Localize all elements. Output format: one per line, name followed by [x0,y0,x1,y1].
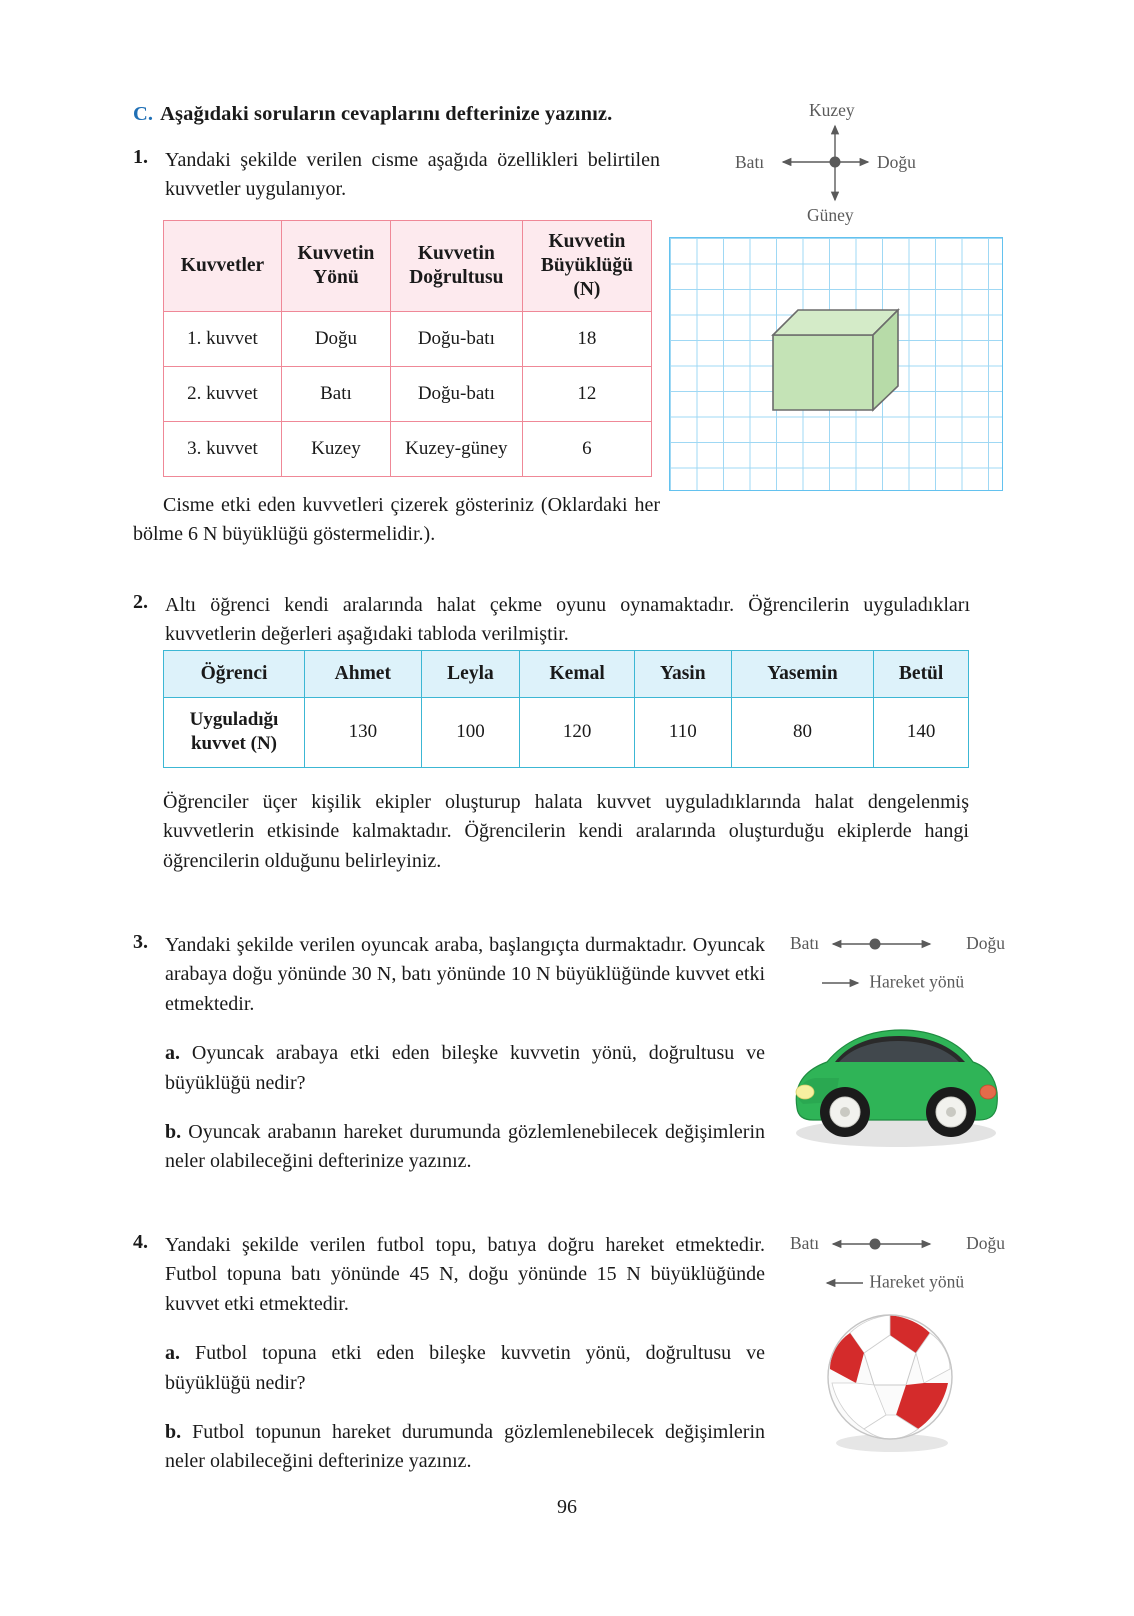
table-row [164,422,652,477]
part-a-text: Oyuncak arabaya etki eden bileşke kuvvetin yönü, doğrultusu ve büyüklüğü nedir? [165,1042,766,1094]
question-2-followup: Öğrenciler üçer kişilik ekipler oluşturup halata kuvvet uyguladıklarında halat dengelenmiş kuvvetlerin etkisinde kalmaktadır. Öğrencilerin kendi aralarında oluşturduğu ekiplerde hangi öğrencilerin olduğunu belirleyiniz. [163,791,969,872]
cell-force-value: 140 [874,698,969,768]
cell-force-name: 3. kuvvet [164,422,282,477]
compass-two-way-q4 [790,1228,1005,1262]
part-a-label: a. [165,1042,180,1065]
col-header-name: Betül [874,651,969,698]
cell-force-direction: Doğu [281,312,390,367]
compass-label-east: Doğu [966,1233,1005,1253]
table-row [164,312,652,367]
cell-force-value: 120 [520,698,635,768]
football-icon [812,1295,972,1455]
part-b-label: b. [165,1420,182,1443]
col-header-line: Kuvvetin Doğrultusu [390,221,522,312]
students-table [163,650,969,768]
arrow-right-icon [820,975,865,989]
table-header-row [164,221,652,312]
part-b-text: Oyuncak arabanın hareket durumunda gözlemlenebilecek değişimlerin neler olabileceğini defterinize yazınız. [165,1120,766,1173]
motion-direction-label: Hareket yönü [869,1271,965,1292]
cell-force-magnitude: 6 [522,422,651,477]
cell-force-line: Doğu-batı [390,312,522,367]
section-letter: C. [133,103,154,125]
question-3-prompt: Yandaki şekilde verilen oyuncak araba, başlangıçta durmaktadır. Oyuncak arabaya doğu yönünde 30 N, batı yönünde 10 N büyüklüğünde kuvvet etki etmektedir. [165,934,765,1015]
toy-car-icon [783,1000,1008,1150]
compass-label-west: Batı [735,152,765,172]
table-row [164,698,969,768]
col-header-name: Yasemin [731,651,874,698]
table-header-row [164,651,969,698]
question-2-prompt: Altı öğrenci kendi aralarında halat çekme oyunu oynamaktadır. Öğrencilerin uyguladıkları kuvvetlerin değerleri aşağıdaki tabloda verilmiştir. [165,594,970,646]
question-4-number: 4. [133,1231,148,1253]
forces-table [163,220,652,477]
motion-direction-q4 [820,1270,964,1292]
row-header-student: Öğrenci [164,651,305,698]
question-1-prompt: Yandaki şekilde verilen cisme aşağıda özellikleri belirtilen kuvvetler uygulanıyor. [165,149,660,201]
question-4-prompt: Yandaki şekilde verilen futbol topu, batıya doğru hareket etmektedir. Futbol topuna batı yönünde 45 N, doğu yönünde 15 N büyüklüğünde kuvvet etki etmektedir. [165,1234,765,1315]
question-4-body [165,1231,765,1477]
question-1-number: 1. [133,146,148,168]
compass-rose-four-way [735,100,950,230]
section-heading [133,103,733,126]
question-3-number: 3. [133,931,148,953]
cell-force-value: 80 [731,698,874,768]
question-1-followup: Cisme etki eden kuvvetleri çizerek gösteriniz (Oklardaki her bölme 6 N büyüklüğü göstermelidir.). [133,494,660,546]
cube-icon [768,300,913,420]
col-header-name: Yasin [634,651,731,698]
cell-force-magnitude: 12 [522,367,651,422]
cell-force-direction: Batı [281,367,390,422]
cell-force-line: Kuzey-güney [390,422,522,477]
part-b-label: b. [165,1120,182,1143]
cell-force-value: 130 [305,698,422,768]
part-a-label: a. [165,1342,180,1365]
compass-label-east: Doğu [966,933,1005,953]
cell-force-magnitude: 18 [522,312,651,367]
compass-label-south: Güney [807,205,854,225]
cell-force-value: 110 [634,698,731,768]
part-a-text: Futbol topuna etki eden bileşke kuvvetin yönü, doğrultusu ve büyüklüğü nedir? [165,1342,765,1394]
cell-force-name: 2. kuvvet [164,367,282,422]
question-2-number: 2. [133,591,148,613]
question-3-part-b [165,1118,765,1177]
compass-label-east: Doğu [877,152,916,172]
compass-label-west: Batı [790,933,820,953]
cell-force-direction: Kuzey [281,422,390,477]
col-header-forces: Kuvvetler [164,221,282,312]
motion-direction-q3 [820,970,964,992]
cell-force-name: 1. kuvvet [164,312,282,367]
motion-direction-label: Hareket yönü [869,971,965,992]
col-header-magnitude: Kuvvetin Büyüklüğü (N) [522,221,651,312]
col-header-name: Leyla [421,651,520,698]
col-header-direction: Kuvvetin Yönü [281,221,390,312]
page-number: 96 [557,1496,577,1518]
question-4-part-a [165,1339,765,1398]
question-4-part-b [165,1418,765,1477]
col-header-name: Kemal [520,651,635,698]
question-3-part-a [165,1039,765,1098]
part-b-text: Futbol topunun hareket durumunda gözlemlenebilecek değişimlerin neler olabileceğini defterinize yazınız. [165,1420,766,1473]
compass-label-north: Kuzey [809,100,855,120]
compass-two-way-q3 [790,928,1005,962]
section-title: Aşağıdaki soruların cevaplarını defterinize yazınız. [160,103,613,125]
question-3-body [165,931,765,1177]
col-header-name: Ahmet [305,651,422,698]
cell-force-value: 100 [421,698,520,768]
cell-force-line: Doğu-batı [390,367,522,422]
compass-label-west: Batı [790,1233,820,1253]
table-row [164,367,652,422]
row-header-applied-force: Uyguladığı kuvvet (N) [164,698,305,768]
arrow-left-icon [820,1275,865,1289]
